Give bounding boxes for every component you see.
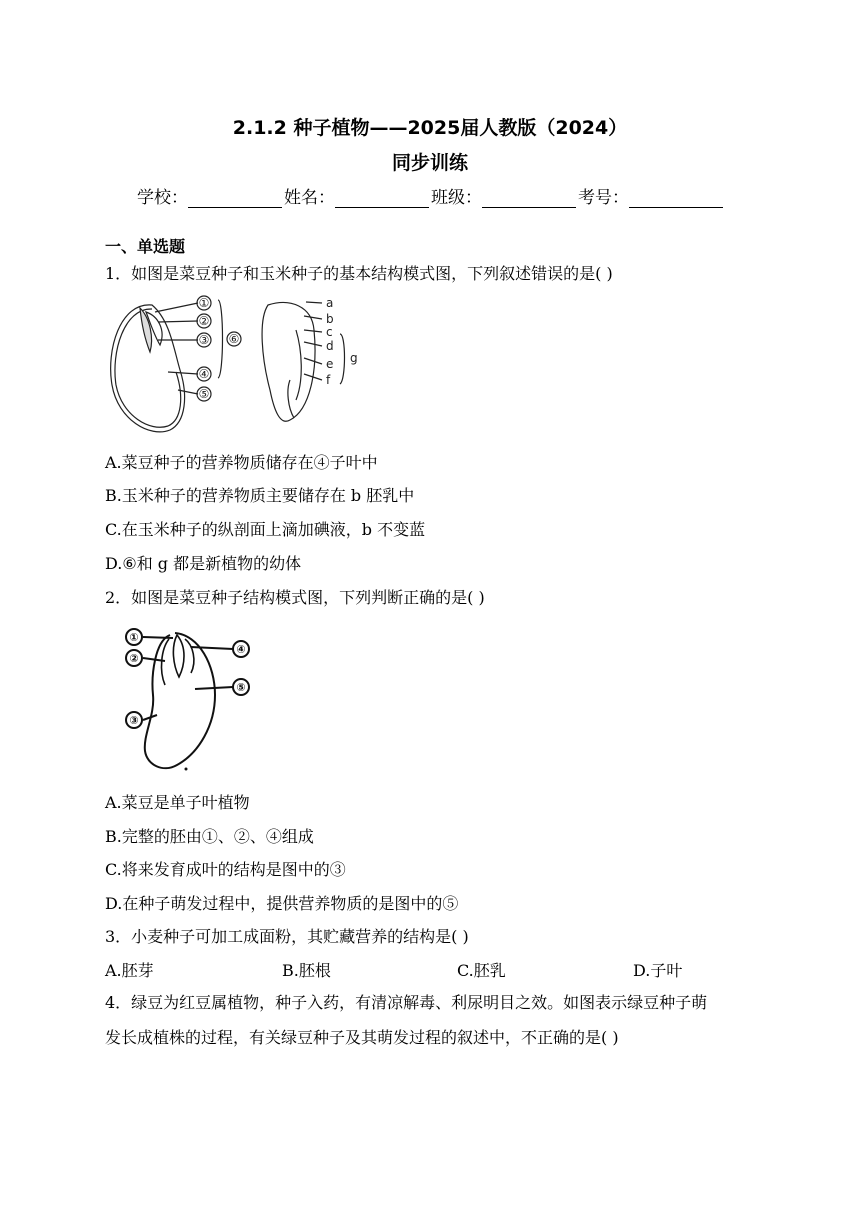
q3-option-d[interactable]: D.子叶 xyxy=(633,961,683,980)
fig1-label-d: d xyxy=(326,339,334,353)
school-label: 学校： xyxy=(137,188,188,208)
fig1-label-b: b xyxy=(326,312,334,326)
fig2-label-2: ② xyxy=(129,652,139,665)
fig2-label-1: ① xyxy=(129,631,139,644)
q3-option-a[interactable]: A.胚芽 xyxy=(105,961,154,980)
name-blank[interactable] xyxy=(335,188,429,208)
fig1-label-e: e xyxy=(326,357,334,371)
fig1-label-c: c xyxy=(326,325,333,339)
q1-figure xyxy=(100,290,370,440)
fig1-label-3: ③ xyxy=(198,333,210,347)
q4-stem-line-1: 4．绿豆为红豆属植物，种子入药，有清凉解毒、利尿明目之效。如图表示绿豆种子萌 xyxy=(105,993,708,1012)
fig1-label-4: ④ xyxy=(198,367,210,381)
q1-stem: 1．如图是菜豆种子和玉米种子的基本结构模式图，下列叙述错误的是( ) xyxy=(105,264,613,283)
q1-option-c[interactable]: C.在玉米种子的纵剖面上滴加碘液，b 不变蓝 xyxy=(105,520,426,539)
q3-option-b[interactable]: B.胚根 xyxy=(282,961,331,980)
q2-option-b[interactable]: B.完整的胚由①、②、④组成 xyxy=(105,827,314,846)
class-blank[interactable] xyxy=(482,188,576,208)
title-line-1: 2.1.2 种子植物——2025届人教版（2024） xyxy=(232,117,628,139)
q1-option-a[interactable]: A.菜豆种子的营养物质储存在④子叶中 xyxy=(105,453,378,472)
fig2-label-4: ④ xyxy=(236,643,246,656)
q2-option-c[interactable]: C.将来发育成叶的结构是图中的③ xyxy=(105,860,346,879)
q1-option-d[interactable]: D.⑥和 g 都是新植物的幼体 xyxy=(105,554,302,573)
exam-number-label: 考号： xyxy=(578,188,629,208)
q3-stem: 3．小麦种子可加工成面粉，其贮藏营养的结构是( ) xyxy=(105,927,469,946)
fig1-label-f: f xyxy=(326,373,331,387)
school-blank[interactable] xyxy=(188,188,282,208)
q2-option-d[interactable]: D.在种子萌发过程中，提供营养物质的是图中的⑤ xyxy=(105,894,459,913)
fig1-label-a: a xyxy=(326,296,334,310)
school-field[interactable] xyxy=(137,183,284,208)
class-label: 班级： xyxy=(431,188,482,208)
fig1-label-2: ② xyxy=(198,314,210,328)
fig2-label-3: ③ xyxy=(129,714,139,727)
fig1-label-6: ⑥ xyxy=(228,332,240,346)
name-label: 姓名： xyxy=(284,188,335,208)
bean-seed-diagram xyxy=(111,296,345,432)
fig1-label-5: ⑤ xyxy=(198,387,210,401)
bean-seed-diagram-2 xyxy=(126,629,249,768)
q2-option-a[interactable]: A.菜豆是单子叶植物 xyxy=(105,793,250,812)
name-field[interactable] xyxy=(284,183,431,208)
fig1-label-g: g xyxy=(350,351,358,365)
q3-option-c[interactable]: C.胚乳 xyxy=(457,961,506,980)
q2-figure xyxy=(115,625,265,775)
q2-stem: 2．如图是菜豆种子结构模式图，下列判断正确的是( ) xyxy=(105,588,485,607)
fig1-label-1: ① xyxy=(198,296,210,310)
student-info-row xyxy=(137,183,725,208)
section-heading: 一、单选题 xyxy=(105,237,186,256)
fig2-label-5: ⑤ xyxy=(236,681,246,694)
class-field[interactable] xyxy=(431,183,578,208)
exam-number-blank[interactable] xyxy=(629,188,723,208)
q4-stem-line-2: 发长成植株的过程，有关绿豆种子及其萌发过程的叙述中，不正确的是( ) xyxy=(105,1028,619,1047)
q1-option-b[interactable]: B.玉米种子的营养物质主要储存在 b 胚乳中 xyxy=(105,486,415,505)
title-line-2: 同步训练 xyxy=(391,152,468,174)
exam-number-field[interactable] xyxy=(578,183,725,208)
